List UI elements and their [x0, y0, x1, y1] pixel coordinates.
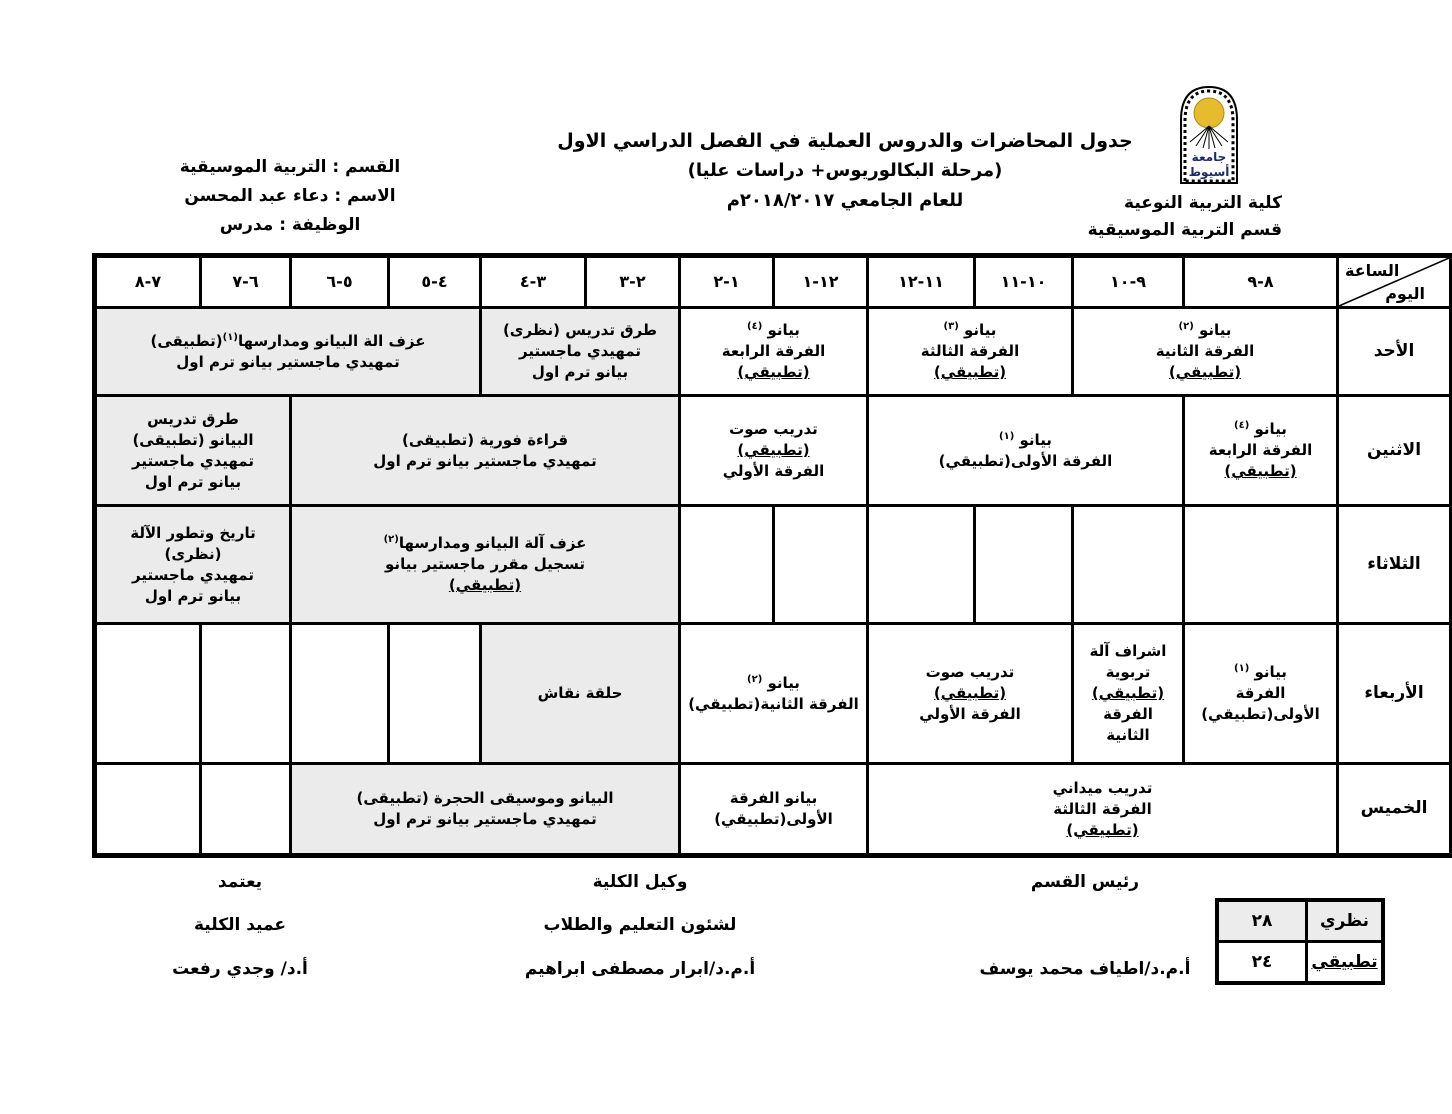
empty-cell [201, 624, 291, 764]
day-cell: الأحد [1338, 308, 1452, 396]
info-job: الوظيفة : مدرس [219, 215, 361, 235]
sig-subtitle: عميد الكلية [194, 915, 286, 935]
sig-subtitle: لشئون التعليم والطلاب [543, 915, 737, 935]
schedule-cell: تدريب صوت (تطبيقي) الفرقة الأولي [868, 624, 1073, 764]
schedule-cell: بيانو الفرقة الأولى(تطبيقي) [680, 764, 868, 856]
empty-cell [680, 506, 774, 624]
empty-cell [868, 506, 975, 624]
signature-vice-dean [495, 872, 785, 981]
signature-department-head [950, 872, 1220, 981]
hour-header: ١-٢ [680, 256, 774, 308]
empty-cell [201, 764, 291, 856]
faculty-block [1050, 190, 1282, 244]
hour-header: ٢-٣ [586, 256, 680, 308]
hour-header: ١٢-١ [774, 256, 868, 308]
corner-cell [1338, 256, 1452, 308]
sig-title: يعتمد [217, 872, 263, 892]
empty-cell [389, 624, 481, 764]
summary-value: ٢٤ [1217, 942, 1307, 984]
day-cell: الأربعاء [1338, 624, 1452, 764]
schedule-subtitle: (مرحلة البكالوريوس+ دراسات عليا) [687, 160, 1003, 181]
sig-title: رئيس القسم [1030, 872, 1140, 892]
summary-label: تطبيقي [1307, 942, 1383, 984]
schedule-cell: بيانو $^{(٢)}$ الفرقة الثانية(تطبيقي) [680, 624, 868, 764]
day-cell: الخميس [1338, 764, 1452, 856]
hour-header: ٧-٨ [95, 256, 201, 308]
day-row [95, 506, 1452, 624]
schedule-cell: قراءة فورية (تطبيقى) تمهيدي ماجستير بيانو ترم اول [291, 396, 680, 506]
schedule-cell: تاريخ وتطور الآلة (نظرى) تمهيدي ماجستير بيانو ترم اول [95, 506, 291, 624]
sig-title: وكيل الكلية [592, 872, 688, 892]
info-name: الاسم : دعاء عبد المحسن [184, 186, 396, 206]
schedule-cell: طرق تدريس (نظرى) تمهيدي ماجستير بيانو ترم اول [481, 308, 680, 396]
sig-subtitle [950, 915, 1220, 937]
empty-cell [291, 624, 389, 764]
day-cell: الثلاثاء [1338, 506, 1452, 624]
timetable [92, 253, 1452, 858]
schedule-cell: بيانو $^{(٢)}$ الفرقة الثانية (تطبيقي) [1073, 308, 1338, 396]
hours-summary-table [1215, 898, 1385, 985]
schedule-cell: عزف الة البيانو ومدارسها$^{(١)}$(تطبيقى) تمهيدي ماجستير بيانو ترم اول [95, 308, 481, 396]
department-name: قسم التربية الموسيقية [1087, 220, 1282, 240]
schedule-cell: بيانو $^{(٤)}$ الفرقة الرابعة (تطبيقي) [1184, 396, 1338, 506]
hour-header: ١١-١٢ [868, 256, 975, 308]
summary-label: نظري [1307, 900, 1383, 942]
empty-cell [975, 506, 1073, 624]
hour-header: ٨-٩ [1184, 256, 1338, 308]
schedule-cell: بيانو $^{(٤)}$ الفرقة الرابعة (تطبيقي) [680, 308, 868, 396]
empty-cell [95, 624, 201, 764]
schedule-cell: بيانو $^{(١)}$ الفرقة الأولى(تطبيقي) [1184, 624, 1338, 764]
empty-cell [1073, 506, 1184, 624]
logo-text-bottom: أسيوط [1188, 165, 1230, 179]
hour-header: ٩-١٠ [1073, 256, 1184, 308]
schedule-cell: بيانو $^{(٣)}$ الفرقة الثالثة (تطبيقي) [868, 308, 1073, 396]
empty-cell [1184, 506, 1338, 624]
hour-header: ٥-٦ [291, 256, 389, 308]
instructor-info [140, 153, 440, 240]
hours-header-row [95, 256, 1452, 308]
info-department: القسم : التربية الموسيقية [179, 157, 401, 177]
schedule-cell: حلقة نقاش [481, 624, 680, 764]
summary-row-theoretical [1217, 900, 1383, 942]
sig-name: أ.د/ وجدي رفعت [172, 959, 308, 979]
empty-cell [774, 506, 868, 624]
day-cell: الاثنين [1338, 396, 1452, 506]
day-row [95, 624, 1452, 764]
empty-cell [95, 764, 201, 856]
academic-year: للعام الجامعي ٢٠١٨/٢٠١٧م [726, 190, 964, 211]
schedule-cell: البيانو وموسيقى الحجرة (تطبيقى) تمهيدي ماجستير بيانو ترم اول [291, 764, 680, 856]
summary-row-practical [1217, 942, 1383, 984]
schedule-title: جدول المحاضرات والدروس العملية في الفصل الدراسي الاول [557, 130, 1133, 152]
schedule-cell: بيانو $^{(١)}$ الفرقة الأولى(تطبيقي) [868, 396, 1184, 506]
hour-header: ٤-٥ [389, 256, 481, 308]
schedule-cell: عزف آلة البيانو ومدارسها$^{(٢)}$ تسجيل مقرر ماجستير بيانو (تطبيقي) [291, 506, 680, 624]
day-row [95, 764, 1452, 856]
hour-header: ١٠-١١ [975, 256, 1073, 308]
schedule-cell: طرق تدريس البيانو (تطبيقى) تمهيدي ماجستير بيانو ترم اول [95, 396, 291, 506]
schedule-cell: تدريب صوت (تطبيقي) الفرقة الأولي [680, 396, 868, 506]
day-row [95, 308, 1452, 396]
sig-name: أ.م.د/اطياف محمد يوسف [979, 959, 1191, 979]
signature-dean [105, 872, 375, 981]
schedule-cell: تدريب ميداني الفرقة الثالثة (تطبيقي) [868, 764, 1338, 856]
schedule-cell: اشراف آلة تربوية (تطبيقي) الفرقة الثانية [1073, 624, 1184, 764]
corner-day-label: اليوم [1385, 283, 1425, 303]
summary-value: ٢٨ [1217, 900, 1307, 942]
faculty-name: كلية التربية النوعية [1124, 193, 1282, 213]
university-logo-icon [1176, 80, 1242, 186]
hour-header: ٣-٤ [481, 256, 586, 308]
day-row [95, 396, 1452, 506]
logo-text-top: جامعة [1191, 150, 1227, 164]
sig-name: أ.م.د/ابرار مصطفى ابراهيم [524, 959, 756, 979]
hour-header: ٦-٧ [201, 256, 291, 308]
corner-hour-label: الساعة [1345, 261, 1400, 280]
